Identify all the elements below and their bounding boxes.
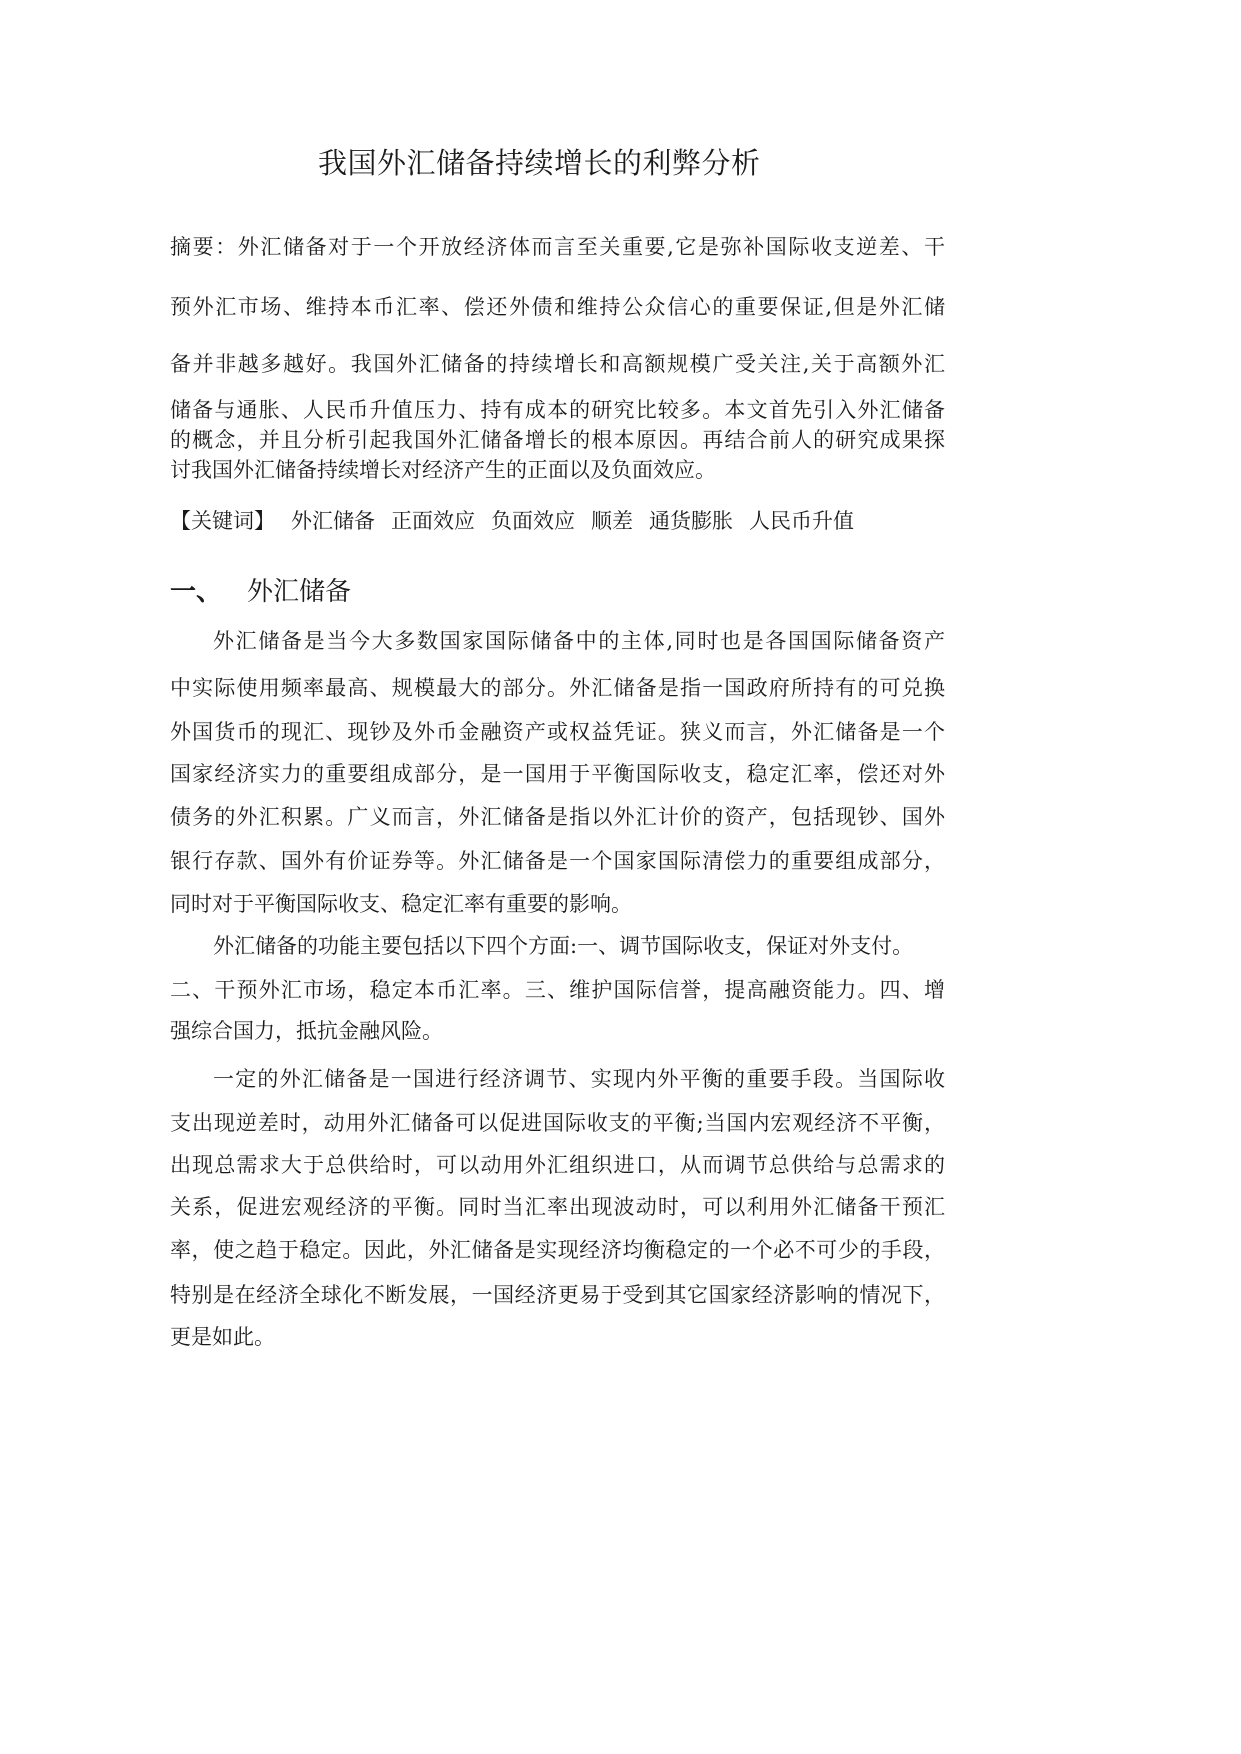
paragraph-line: 二、干预外汇市场，稳定本币汇率。三、维护国际信誉，提高融资能力。四、增	[170, 978, 945, 1002]
paragraph-line: 中实际使用频率最高、规模最大的部分。外汇储备是指一国政府所持有的可兑换	[170, 676, 945, 700]
paragraph-line: 特别是在经济全球化不断发展，一国经济更易于受到其它国家经济影响的情况下，	[170, 1283, 945, 1307]
abstract-line: 的概念，并且分析引起我国外汇储备增长的根本原因。再结合前人的研究成果探	[170, 428, 945, 452]
paragraph-line: 外汇储备的功能主要包括以下四个方面:一、调节国际收支，保证对外支付。	[213, 934, 914, 958]
keyword-term: 通货膨胀	[649, 509, 733, 533]
paragraph-line: 外国货币的现汇、现钞及外币金融资产或权益凭证。狭义而言，外汇储备是一个	[170, 720, 945, 744]
paragraph-line: 国家经济实力的重要组成部分，是一国用于平衡国际收支，稳定汇率，偿还对外	[170, 762, 945, 786]
paragraph-line: 更是如此。	[170, 1325, 275, 1349]
abstract-line: 讨我国外汇储备持续增长对经济产生的正面以及负面效应。	[170, 458, 716, 482]
paragraph-line: 关系，促进宏观经济的平衡。同时当汇率出现波动时，可以利用外汇储备干预汇	[170, 1195, 945, 1219]
paragraph-line: 一定的外汇储备是一国进行经济调节、实现内外平衡的重要手段。当国际收	[213, 1067, 945, 1091]
paragraph-line: 债务的外汇积累。广义而言，外汇储备是指以外汇计价的资产，包括现钞、国外	[170, 805, 945, 829]
paragraph-line: 银行存款、国外有价证券等。外汇储备是一个国家国际清偿力的重要组成部分，	[170, 849, 945, 873]
section-number: 一、	[170, 577, 223, 607]
paragraph-line: 外汇储备是当今大多数国家国际储备中的主体,同时也是各国国际储备资产	[213, 629, 945, 653]
abstract-line: 备并非越多越好。我国外汇储备的持续增长和高额规模广受关注,关于高额外汇	[170, 352, 945, 376]
paragraph-line: 强综合国力，抵抗金融风险。	[170, 1019, 443, 1043]
paragraph-line: 支出现逆差时，动用外汇储备可以促进国际收支的平衡;当国内宏观经济不平衡，	[170, 1111, 945, 1135]
abstract-line: 摘要：外汇储备对于一个开放经济体而言至关重要,它是弥补国际收支逆差、干	[170, 235, 945, 259]
document-title: 我国外汇储备持续增长的利弊分析	[318, 146, 761, 180]
section-title: 外汇储备	[247, 577, 352, 607]
keyword-term: 负面效应	[491, 509, 575, 533]
keyword-term: 人民币升值	[749, 509, 854, 533]
paragraph-line: 出现总需求大于总供给时，可以动用外汇组织进口，从而调节总供给与总需求的	[170, 1153, 945, 1177]
keyword-term: 顺差	[591, 509, 633, 533]
section-heading	[170, 576, 351, 608]
keywords	[170, 508, 945, 534]
abstract-line: 预外汇市场、维持本币汇率、偿还外债和维持公众信心的重要保证,但是外汇储	[170, 295, 945, 319]
paragraph-line: 率，使之趋于稳定。因此，外汇储备是实现经济均衡稳定的一个必不可少的手段，	[170, 1238, 945, 1262]
paragraph-line: 同时对于平衡国际收支、稳定汇率有重要的影响。	[170, 892, 632, 916]
keywords-label: 【关键词】	[170, 509, 275, 533]
keyword-term: 外汇储备	[291, 509, 375, 533]
abstract-line: 储备与通胀、人民币升值压力、持有成本的研究比较多。本文首先引入外汇储备	[170, 398, 945, 422]
keyword-term: 正面效应	[391, 509, 475, 533]
